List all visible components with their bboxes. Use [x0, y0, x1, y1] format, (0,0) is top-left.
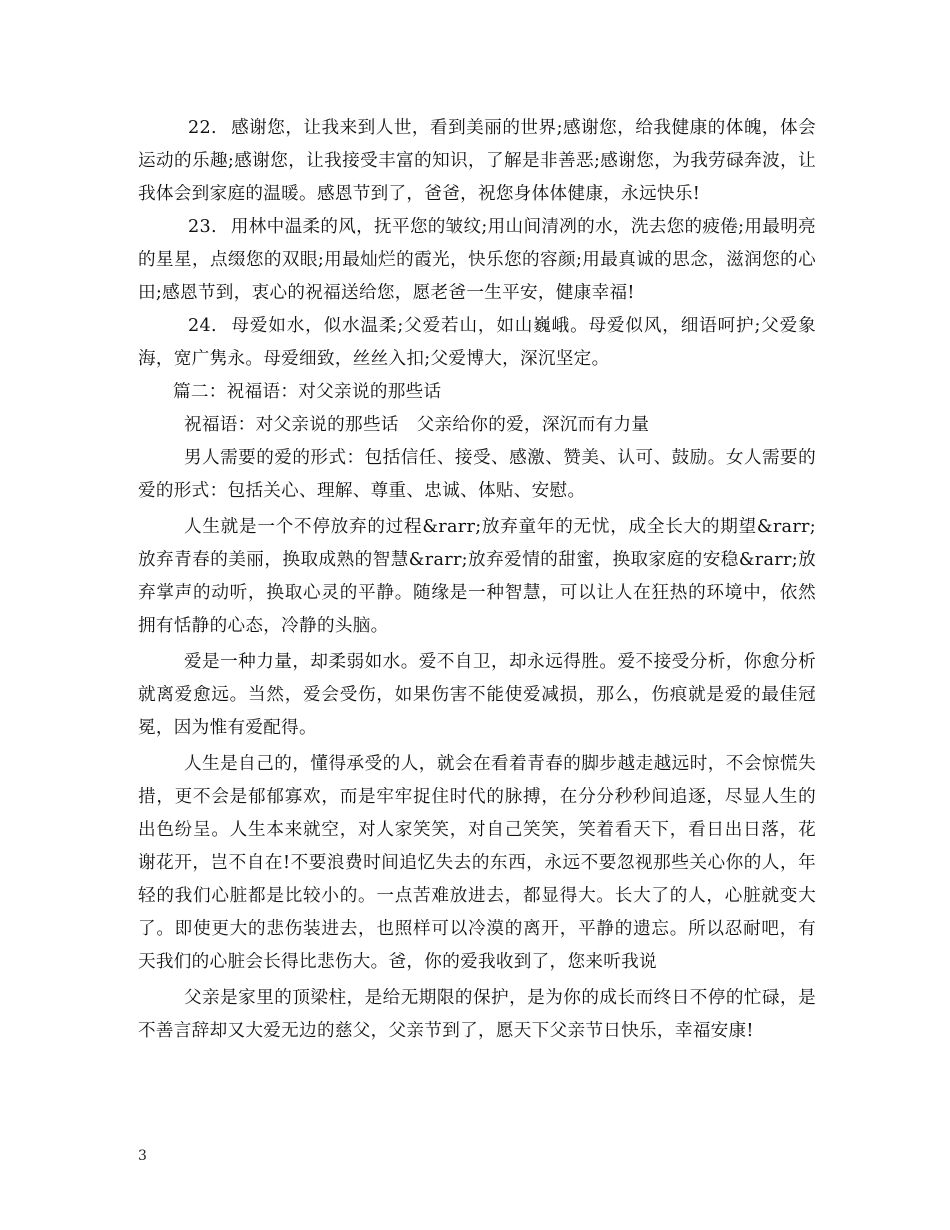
list-item-23	[138, 211, 816, 310]
paragraph: 人生是自己的，懂得承受的人，就会在看着青春的脚步越走越远时，不会惊慌失措，更不会是郁郁寡欢，而是牢牢捉住时代的脉搏，在分分秒秒间追逐，尽显人生的出色纷呈。人生本来就空，对人家笑笑，对自己笑笑，笑着看天下，看日出日落，花谢花开，岂不自在!不要浪费时间追忆失去的东西，永远不要忽视那些关心你的人，年轻的我们心脏都是比较小的。一点苦难放进去，都显得大。长大了的人，心脏就变大了。即使更大的悲伤装进去，也照样可以冷漠的离开，平静的遗忘。所以忍耐吧，有天我们的心脏会长得比悲伤大。爸，你的爱我收到了，您来听我说	[138, 754, 816, 972]
section-heading: 篇二：祝福语：对父亲说的那些话	[173, 382, 442, 402]
page-body	[138, 112, 816, 1048]
subheading: 祝福语：对父亲说的那些话 父亲给你的爱，深沉而有力量	[184, 415, 650, 435]
list-item-22	[138, 112, 816, 211]
item-number: 22.	[188, 118, 217, 138]
paragraph: 父亲是家里的顶梁柱，是给无期限的保护，是为你的成长而终日不停的忙碌，是不善言辞却又大爱无边的慈父，父亲节到了，愿天下父亲节日快乐，幸福安康!	[138, 988, 816, 1041]
list-item-24	[138, 310, 816, 376]
paragraph: 爱是一种力量，却柔弱如水。爱不自卫，却永远得胜。爱不接受分析，你愈分析就离爱愈远。当然，爱会受伤，如果伤害不能使爱减损，那么，伤痕就是爱的最佳冠冕，因为惟有爱配得。	[138, 652, 816, 738]
item-text: 感谢您，让我来到人世，看到美丽的世界;感谢您，给我健康的体魄，体会运动的乐趣;感谢您，让我接受丰富的知识，了解是非善恶;感谢您，为我劳碌奔波，让我体会到家庭的温暖。感恩节到了，爸爸，祝您身体体健康，永远快乐!	[138, 118, 816, 204]
item-number: 23.	[188, 217, 217, 237]
page-number: 3	[138, 1148, 147, 1164]
paragraph: 男人需要的爱的形式：包括信任、接受、感激、赞美、认可、鼓励。女人需要的爱的形式：包括关心、理解、尊重、忠诚、体贴、安慰。	[138, 448, 816, 501]
item-text: 用林中温柔的风，抚平您的皱纹;用山间清冽的水，洗去您的疲倦;用最明亮的星星，点缀您的双眼;用最灿烂的霞光，快乐您的容颜;用最真诚的思念，滋润您的心田;感恩节到，衷心的祝福送给您，愿老爸一生平安，健康幸福!	[138, 217, 816, 303]
paragraph: 人生就是一个不停放弃的过程&rarr;放弃童年的无忧，成全长大的期望&rarr;放弃青春的美丽，换取成熟的智慧&rarr;放弃爱情的甜蜜，换取家庭的安稳&rarr;放弃掌声的动听，换取心灵的平静。随缘是一种智慧，可以让人在狂热的环境中，依然拥有恬静的心态，冷静的头脑。	[138, 517, 816, 636]
item-text: 母爱如水，似水温柔;父爱若山，如山巍峨。母爱似风，细语呵护;父爱象海，宽广隽永。母爱细致，丝丝入扣;父爱博大，深沉坚定。	[138, 316, 816, 369]
item-number: 24.	[188, 316, 217, 336]
